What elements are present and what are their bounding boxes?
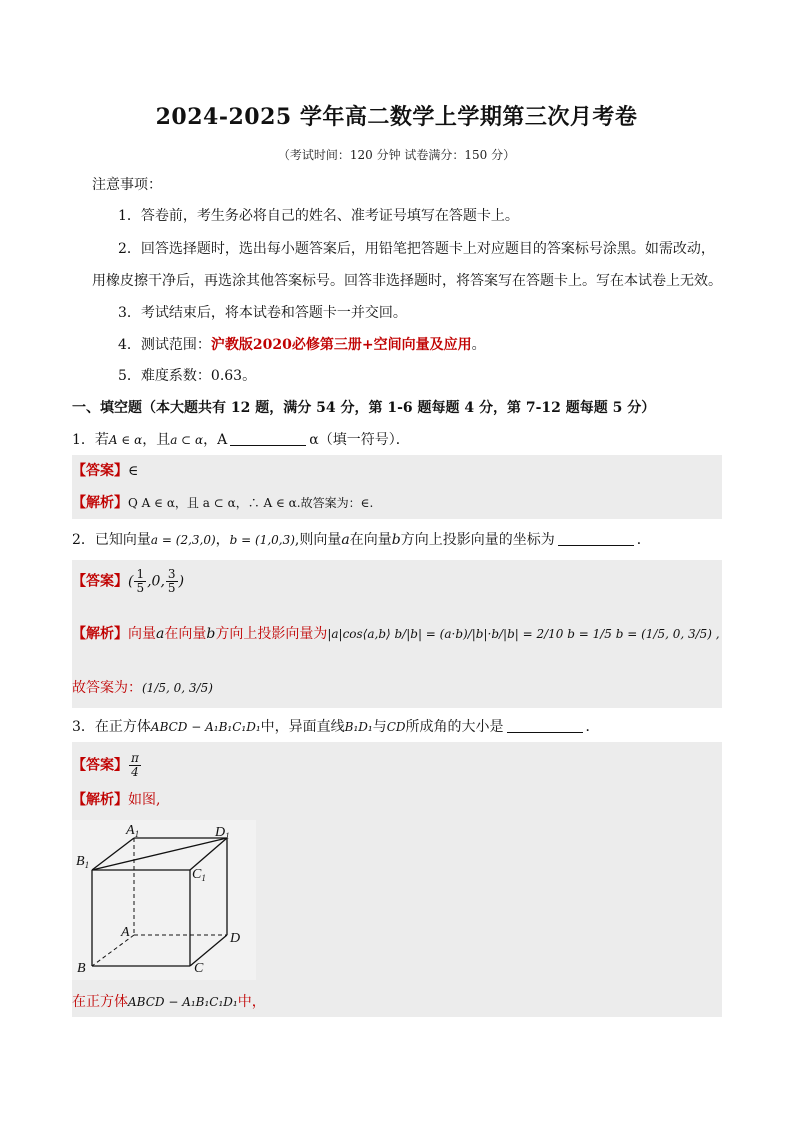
scope-label: 4．测试范围： xyxy=(118,337,211,353)
label-a: A xyxy=(121,925,130,940)
q1-answer-blank xyxy=(230,431,306,446)
q2-text-end: ． xyxy=(636,532,651,548)
q2-answer-frac-2 xyxy=(166,568,178,595)
frac-denominator: 4 xyxy=(131,765,139,779)
q1-analysis-line xyxy=(72,493,732,513)
q3-answer-line xyxy=(72,752,732,782)
analysis-tag: 【解析】 xyxy=(72,792,128,808)
scope-value: 沪教版2020必修第三册+空间向量及应用 xyxy=(210,337,472,353)
analysis-tag: 【解析】 xyxy=(72,626,128,642)
q2-vector-a: a = (2,3,0) xyxy=(150,533,216,547)
label-c: C xyxy=(194,961,204,976)
label-d: D xyxy=(230,931,241,946)
q2-final-value: (1/5, 0, 3/5) xyxy=(142,681,213,695)
q3-answer-blank xyxy=(507,718,583,733)
q3-final-cube: ABCD − A₁B₁C₁D₁ xyxy=(128,995,238,1009)
q2-analysis-text-c: 方向上投影向量为 xyxy=(215,626,328,642)
q2-answer-paren-open: ( xyxy=(128,573,134,590)
label-a1: $A_1$ xyxy=(126,823,140,839)
note-item-5: 5．难度系数：0.63。 xyxy=(118,368,257,384)
frac-numerator: 1 xyxy=(136,567,145,581)
q1-answer: ∈ xyxy=(128,463,139,479)
q3-text-c: 与 xyxy=(372,719,387,735)
question-1-stem xyxy=(72,430,732,450)
frac-numerator: π xyxy=(131,751,139,765)
q1-math-a: A ∈ α xyxy=(108,433,143,447)
q2-final-prefix: 故答案为： xyxy=(72,680,142,696)
q2-text-c: ,则向量 xyxy=(294,532,342,548)
q1-text-d: α（填一符号）． xyxy=(309,432,410,448)
q1-analysis: Q A ∈ α，且 a ⊂ α，∴ A ∈ α.故答案为：∈. xyxy=(128,496,374,510)
frac-denominator: 5 xyxy=(167,581,176,595)
q2-analysis-math-a: a xyxy=(156,626,165,642)
q2-text-a: 2．已知向量 xyxy=(72,532,151,548)
q3-text-a: 3．在正方体 xyxy=(72,719,151,735)
q3-analysis-text: 如图, xyxy=(128,792,161,808)
cube-diagram xyxy=(72,820,256,980)
q2-math-a: a xyxy=(341,532,350,548)
q3-final-prefix: 在正方体 xyxy=(72,994,128,1010)
question-3-stem xyxy=(72,717,732,737)
frac-numerator: 3 xyxy=(167,567,176,581)
q3-cube-name: ABCD − A₁B₁C₁D₁ xyxy=(150,720,261,734)
q2-text-e: 方向上投影向量的坐标为 xyxy=(400,532,555,548)
frac-denominator: 5 xyxy=(136,581,145,595)
answer-tag: 【答案】 xyxy=(72,463,128,479)
q3-answer-fraction xyxy=(129,752,141,779)
q2-answer-paren-close: ) xyxy=(178,573,185,590)
q3-line-2: CD xyxy=(386,720,406,734)
q2-analysis-line xyxy=(72,624,732,644)
q2-final-line xyxy=(72,678,732,698)
q2-projection-formula: |a|cos⟨a,b⟩ b/|b| = (a·b)/|b|·b/|b| = 2/10 b = 1/5 b = (1/5, 0, 3/5) , xyxy=(327,627,720,641)
q1-text-a: 1．若 xyxy=(72,432,109,448)
label-b: B xyxy=(77,961,86,976)
q2-vector-b: b = (1,0,3) xyxy=(229,533,295,547)
answer-tag: 【答案】 xyxy=(72,573,128,590)
note-item-4 xyxy=(118,335,778,355)
q3-analysis-line xyxy=(72,790,732,810)
q1-text-c: ，A xyxy=(203,432,228,448)
q1-answer-line xyxy=(72,461,732,481)
notes-heading: 注意事项： xyxy=(92,177,162,193)
label-d1: $D_1$ xyxy=(215,825,230,841)
exam-subtitle: （考试时间：120 分钟 试卷满分：150 分） xyxy=(277,148,516,162)
q2-analysis-math-b: b xyxy=(206,626,216,642)
q3-text-end: ． xyxy=(585,719,600,735)
note-item-3: 3．考试结束后，将本试卷和答题卡一并交回。 xyxy=(118,305,407,321)
question-2-stem xyxy=(72,530,732,550)
q2-answer-blank xyxy=(558,531,634,546)
q2-text-d: 在向量 xyxy=(349,532,392,548)
q1-math-b: a ⊂ α xyxy=(170,433,204,447)
q2-analysis-text-b: 在向量 xyxy=(164,626,207,642)
q2-answer-frac-1 xyxy=(134,568,146,595)
q1-text-b: ，且 xyxy=(142,432,171,448)
q2-answer-mid: ,0, xyxy=(147,573,165,590)
scope-suffix: 。 xyxy=(471,337,486,353)
section-heading: 一、填空题（本大题共有 12 题，满分 54 分，第 1-6 题每题 4 分，第 7-12 题每题 5 分） xyxy=(72,400,656,416)
exam-title: 2024-2025 学年高二数学上学期第三次月考卷 xyxy=(155,104,638,130)
q3-final-suffix: 中， xyxy=(237,994,266,1010)
label-b1: $B_1$ xyxy=(76,854,90,870)
note-item-1: 1．答卷前，考生务必将自己的姓名、准考证号填写在答题卡上。 xyxy=(118,208,519,224)
q3-text-d: 所成角的大小是 xyxy=(405,719,504,735)
analysis-tag: 【解析】 xyxy=(72,495,128,511)
q2-text-b: ， xyxy=(215,532,230,548)
note-item-2-cont: 用橡皮擦干净后，再选涂其他答案标号。回答非选择题时，将答案写在答题卡上。写在本试卷上无效。 xyxy=(92,273,722,289)
label-c1: $C_1$ xyxy=(192,867,206,883)
q2-analysis-text-a: 向量 xyxy=(128,626,156,642)
q3-final-line xyxy=(72,992,732,1012)
q2-answer-line xyxy=(72,568,732,598)
q2-math-b: b xyxy=(391,532,401,548)
answer-tag: 【答案】 xyxy=(72,757,128,774)
cube-figure xyxy=(72,820,256,980)
note-item-2: 2．回答选择题时，选出每小题答案后，用铅笔把答题卡上对应题目的答案标号涂黑。如需改动， xyxy=(118,241,715,257)
q3-text-b: 中，异面直线 xyxy=(260,719,345,735)
q3-line-1: B₁D₁ xyxy=(344,720,373,734)
